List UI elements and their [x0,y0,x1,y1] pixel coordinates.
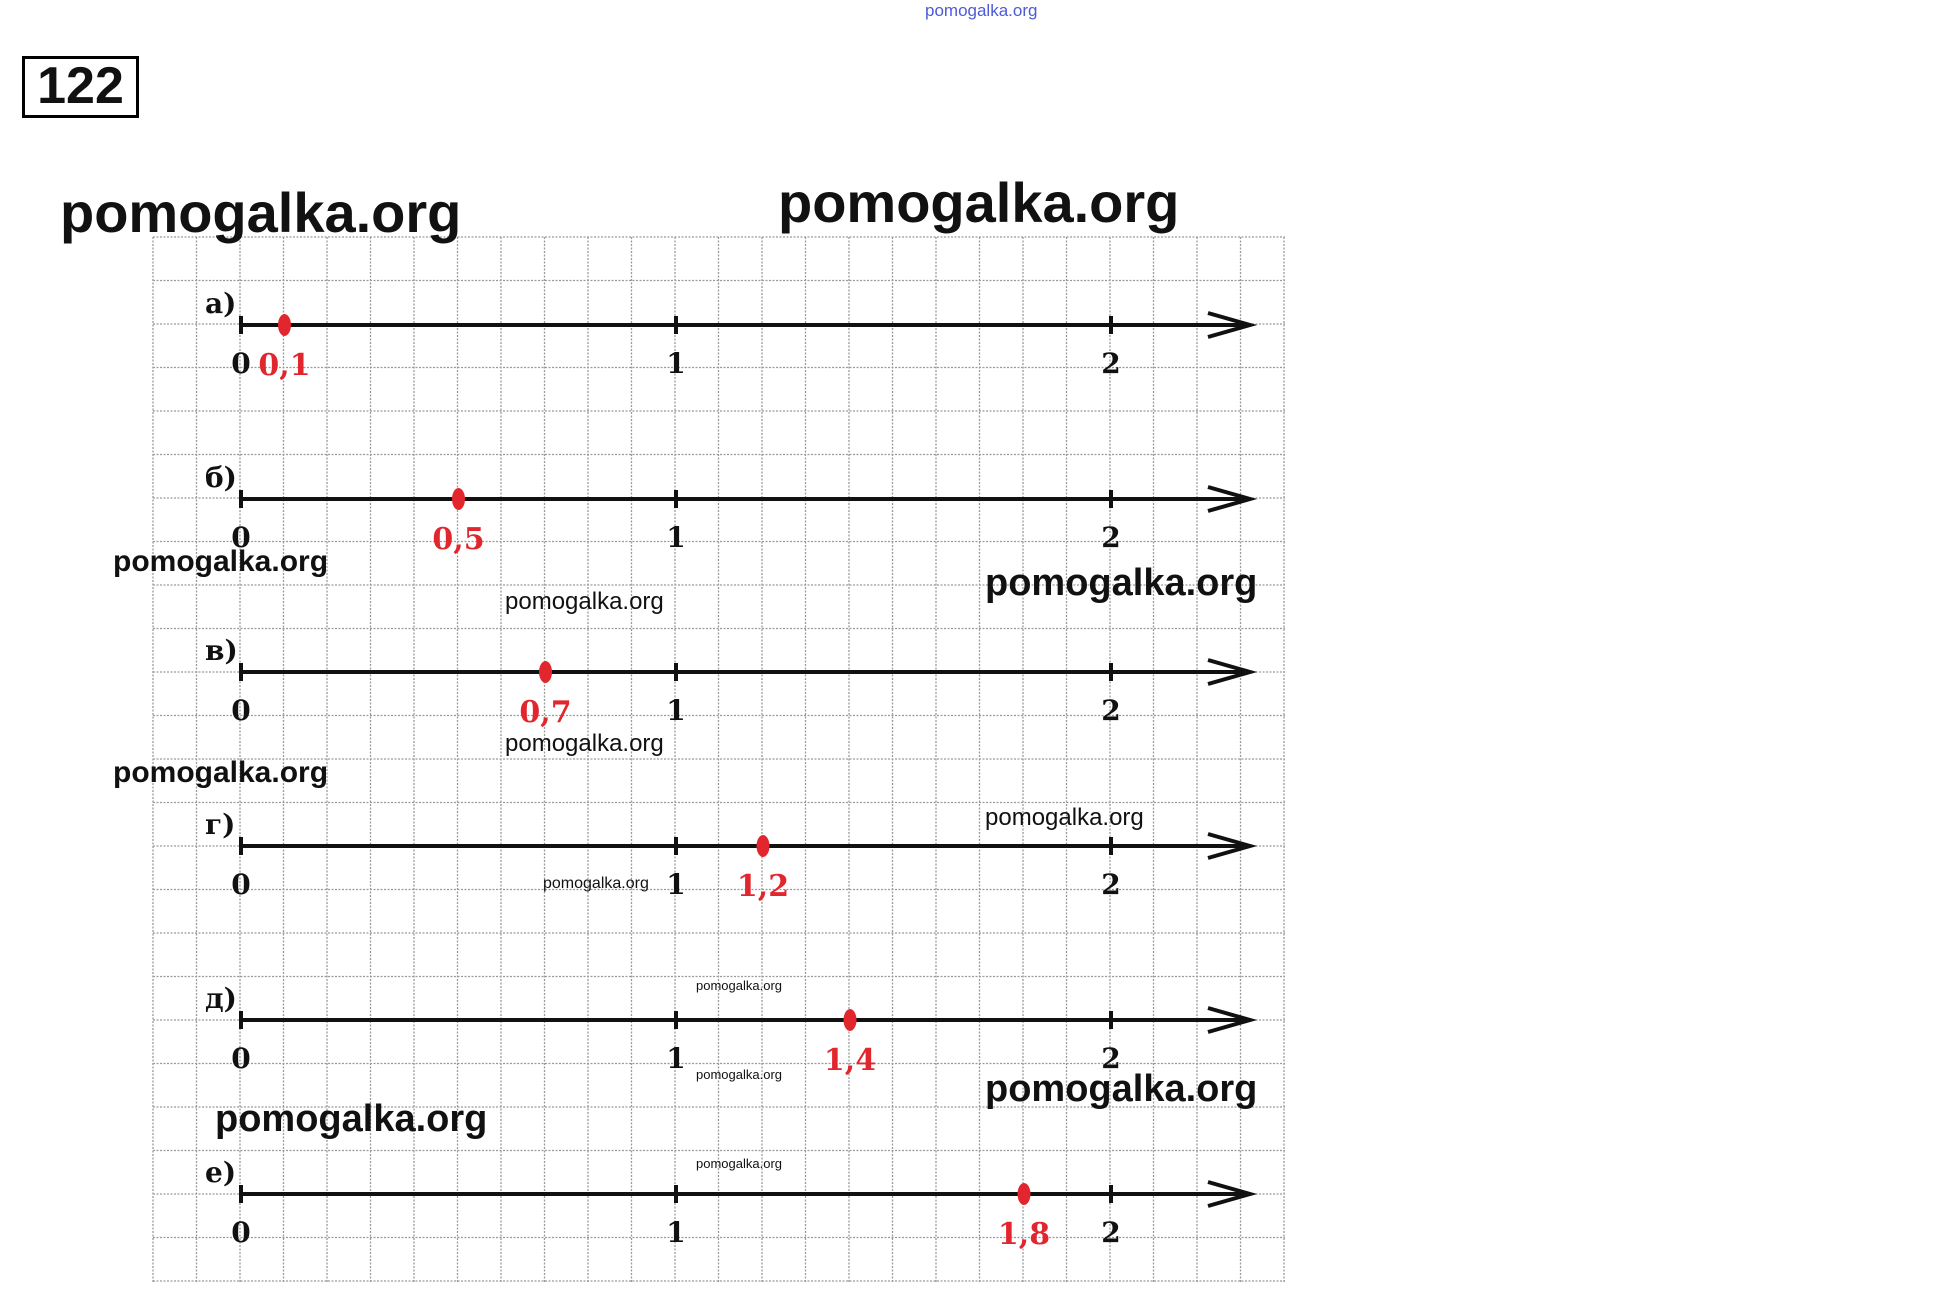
tick-label: 1 [666,868,686,901]
watermark: pomogalka.org [778,171,1180,234]
point-label: 0,7 [519,695,572,730]
tick-label: 0 [231,694,251,727]
point-marker [278,314,291,336]
watermark: pomogalka.org [60,181,462,244]
tick-label: 1 [666,694,686,727]
top-watermark: pomogalka.org [925,1,1038,20]
point-marker [757,835,770,857]
watermark: pomogalka.org [113,545,329,578]
tick-label: 0 [231,347,251,380]
row-label: д) [205,982,237,1015]
point-marker [844,1009,857,1031]
row-label: а) [205,287,237,320]
point-label: 1,8 [997,1217,1051,1252]
tick-label: 0 [231,1216,251,1249]
point-marker [539,661,552,683]
problem-number: 122 [22,56,139,118]
watermark: pomogalka.org [505,730,664,757]
number-line [205,461,1250,557]
point-label: 1,4 [823,1043,877,1078]
tick-label: 0 [231,1042,251,1075]
tick-label: 2 [1101,694,1121,727]
point-label: 0,1 [258,348,311,383]
row-label: е) [205,1156,237,1189]
point-marker [1018,1183,1031,1205]
watermark: pomogalka.org [505,588,664,615]
row-label: б) [205,461,237,494]
watermark: pomogalka.org [696,978,782,993]
watermark: pomogalka.org [543,875,649,892]
tick-label: 2 [1101,868,1121,901]
tick-label: 0 [231,521,251,554]
watermark: pomogalka.org [113,756,329,789]
tick-label: 2 [1101,521,1121,554]
number-line [205,287,1250,383]
point-label: 1,2 [736,869,790,904]
tick-label: 1 [666,347,686,380]
watermark: pomogalka.org [696,1067,782,1082]
watermark: pomogalka.org [215,1098,488,1140]
tick-label: 2 [1101,347,1121,380]
tick-label: 1 [666,521,686,554]
tick-label: 1 [666,1042,686,1075]
tick-label: 2 [1101,1216,1121,1249]
tick-label: 1 [666,1216,686,1249]
tick-label: 2 [1101,1042,1121,1075]
point-label: 0,5 [432,522,485,557]
watermark: pomogalka.org [985,562,1258,604]
watermark: pomogalka.org [985,804,1144,831]
point-marker [452,488,465,510]
row-label: г) [205,808,236,841]
watermark: pomogalka.org [696,1156,782,1171]
row-label: в) [205,634,238,667]
watermark: pomogalka.org [985,1068,1258,1110]
tick-label: 0 [231,868,251,901]
